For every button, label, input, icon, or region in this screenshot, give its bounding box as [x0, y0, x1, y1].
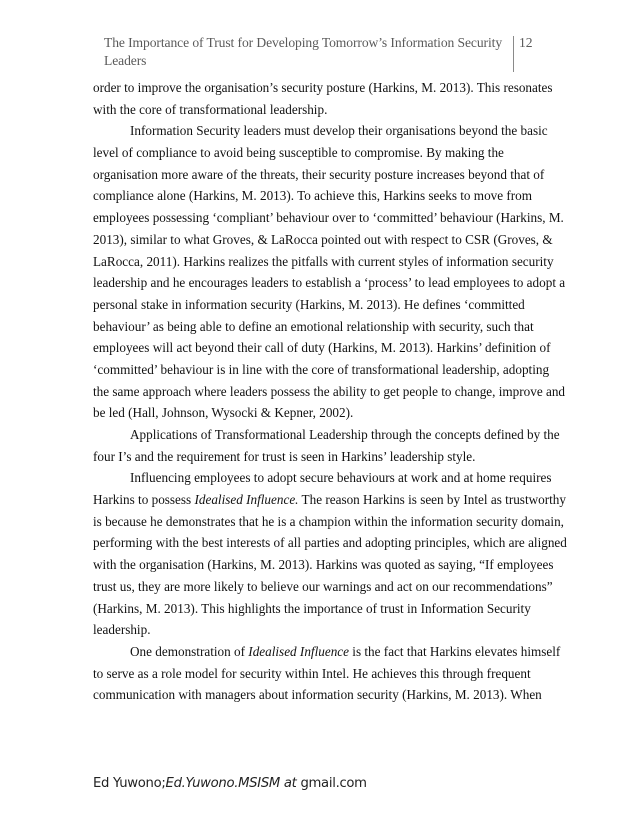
footer-email: Ed.Yuwono.MSISM at — [165, 776, 297, 791]
page-footer — [93, 776, 367, 791]
header-title-line: The Importance of Trust for Developing Tomorrow’s Information Security — [104, 35, 503, 50]
paragraph-2 — [93, 120, 566, 424]
text-line: 2013), similar to what Groves, & LaRocca pointed out with respect to CSR (Groves, & — [93, 231, 553, 247]
text-line: is because he demonstrates that he is a champion within the information security domain, — [93, 513, 564, 529]
document-body — [93, 77, 567, 706]
text-line: be led (Hall, Johnson, Wysocki & Kepner, 2002). — [93, 405, 354, 421]
text-line: level of compliance to avoid being susceptible to compromise. By making the — [93, 145, 504, 161]
text-line: employees will act beyond their call of duty (Harkins, M. 2013). Harkins’ definition of — [93, 340, 551, 356]
text-line: to serve as a role model for security within Intel. He achieves this through frequent — [93, 665, 531, 681]
text-run: One demonstration of — [130, 643, 249, 659]
text-line: employees possessing ‘compliant’ behaviour over to ‘committed’ behaviour (Harkins, M. — [93, 210, 564, 226]
text-line: Influencing employees to adopt secure behaviours at work and at home requires — [130, 470, 552, 486]
text-line — [93, 489, 566, 511]
text-line: (Harkins, M. 2013). This highlights the importance of trust in Information Security — [93, 600, 531, 616]
paragraph-1 — [93, 77, 553, 120]
text-line: organisation more aware of the threats, their security posture increases beyond that of — [93, 166, 545, 182]
footer-author: Ed Yuwono; — [93, 776, 166, 791]
text-run: is the fact that Harkins elevates himself — [349, 643, 561, 659]
text-line: Applications of Transformational Leadership through the concepts defined by the — [130, 427, 560, 442]
paragraph-4 — [93, 467, 567, 641]
text-line: personal stake in information security (Harkins, M. 2013). He defines ‘committed — [93, 296, 525, 312]
text-line: communication with managers about information security (Harkins, M. 2013). When — [93, 687, 542, 703]
text-run: Harkins to possess — [93, 492, 195, 508]
text-line: performing with the best interests of all parties and adopting principles, which are aligned — [93, 535, 567, 551]
text-line: trust us, they are more likely to believe our warnings and act on our recommendations” — [93, 578, 553, 594]
text-line — [93, 641, 561, 663]
page-header — [104, 34, 533, 74]
footer-email-domain: gmail.com — [296, 776, 367, 791]
text-line: the same approach where leaders possess the ability to get people to change, improve and — [93, 383, 566, 399]
emphasis-text: Idealised Influence — [248, 643, 349, 659]
text-line: four I’s and the requirement for trust is seen in Harkins’ leadership style. — [93, 448, 476, 464]
paragraph-3 — [93, 424, 560, 467]
text-line: ‘committed’ behaviour is in line with the core of transformational leadership, adopting — [93, 361, 550, 377]
text-line: leadership and he encourages leaders to establish a ‘process’ to lead employees to adopt a — [93, 275, 566, 291]
header-title-line: Leaders — [104, 53, 147, 68]
text-run: The reason Harkins is seen by Intel as trustworthy — [298, 492, 566, 508]
text-line: leadership. — [93, 622, 151, 638]
header-title — [104, 34, 504, 70]
text-line: compliance alone (Harkins, M. 2013). To achieve this, Harkins seeks to move from — [93, 188, 533, 204]
text-line: order to improve the organisation’s security posture (Harkins, M. 2013). This resonates — [93, 80, 553, 95]
text-line: with the core of transformational leadership. — [93, 101, 328, 117]
page-number: 12 — [519, 35, 533, 50]
emphasis-text: Idealised Influence. — [194, 492, 299, 508]
text-line: with the organisation (Harkins, M. 2013). Harkins was quoted as saying, “If employees — [93, 557, 554, 573]
text-line: LaRocca, 2011). Harkins realizes the pitfalls with current styles of information security — [93, 253, 554, 269]
text-line: Information Security leaders must develop their organisations beyond the basic — [130, 123, 548, 139]
text-line: behaviour’ as being able to define an emotional relationship with security, such that — [93, 318, 534, 334]
header-divider — [513, 36, 514, 72]
paragraph-5 — [93, 641, 561, 706]
